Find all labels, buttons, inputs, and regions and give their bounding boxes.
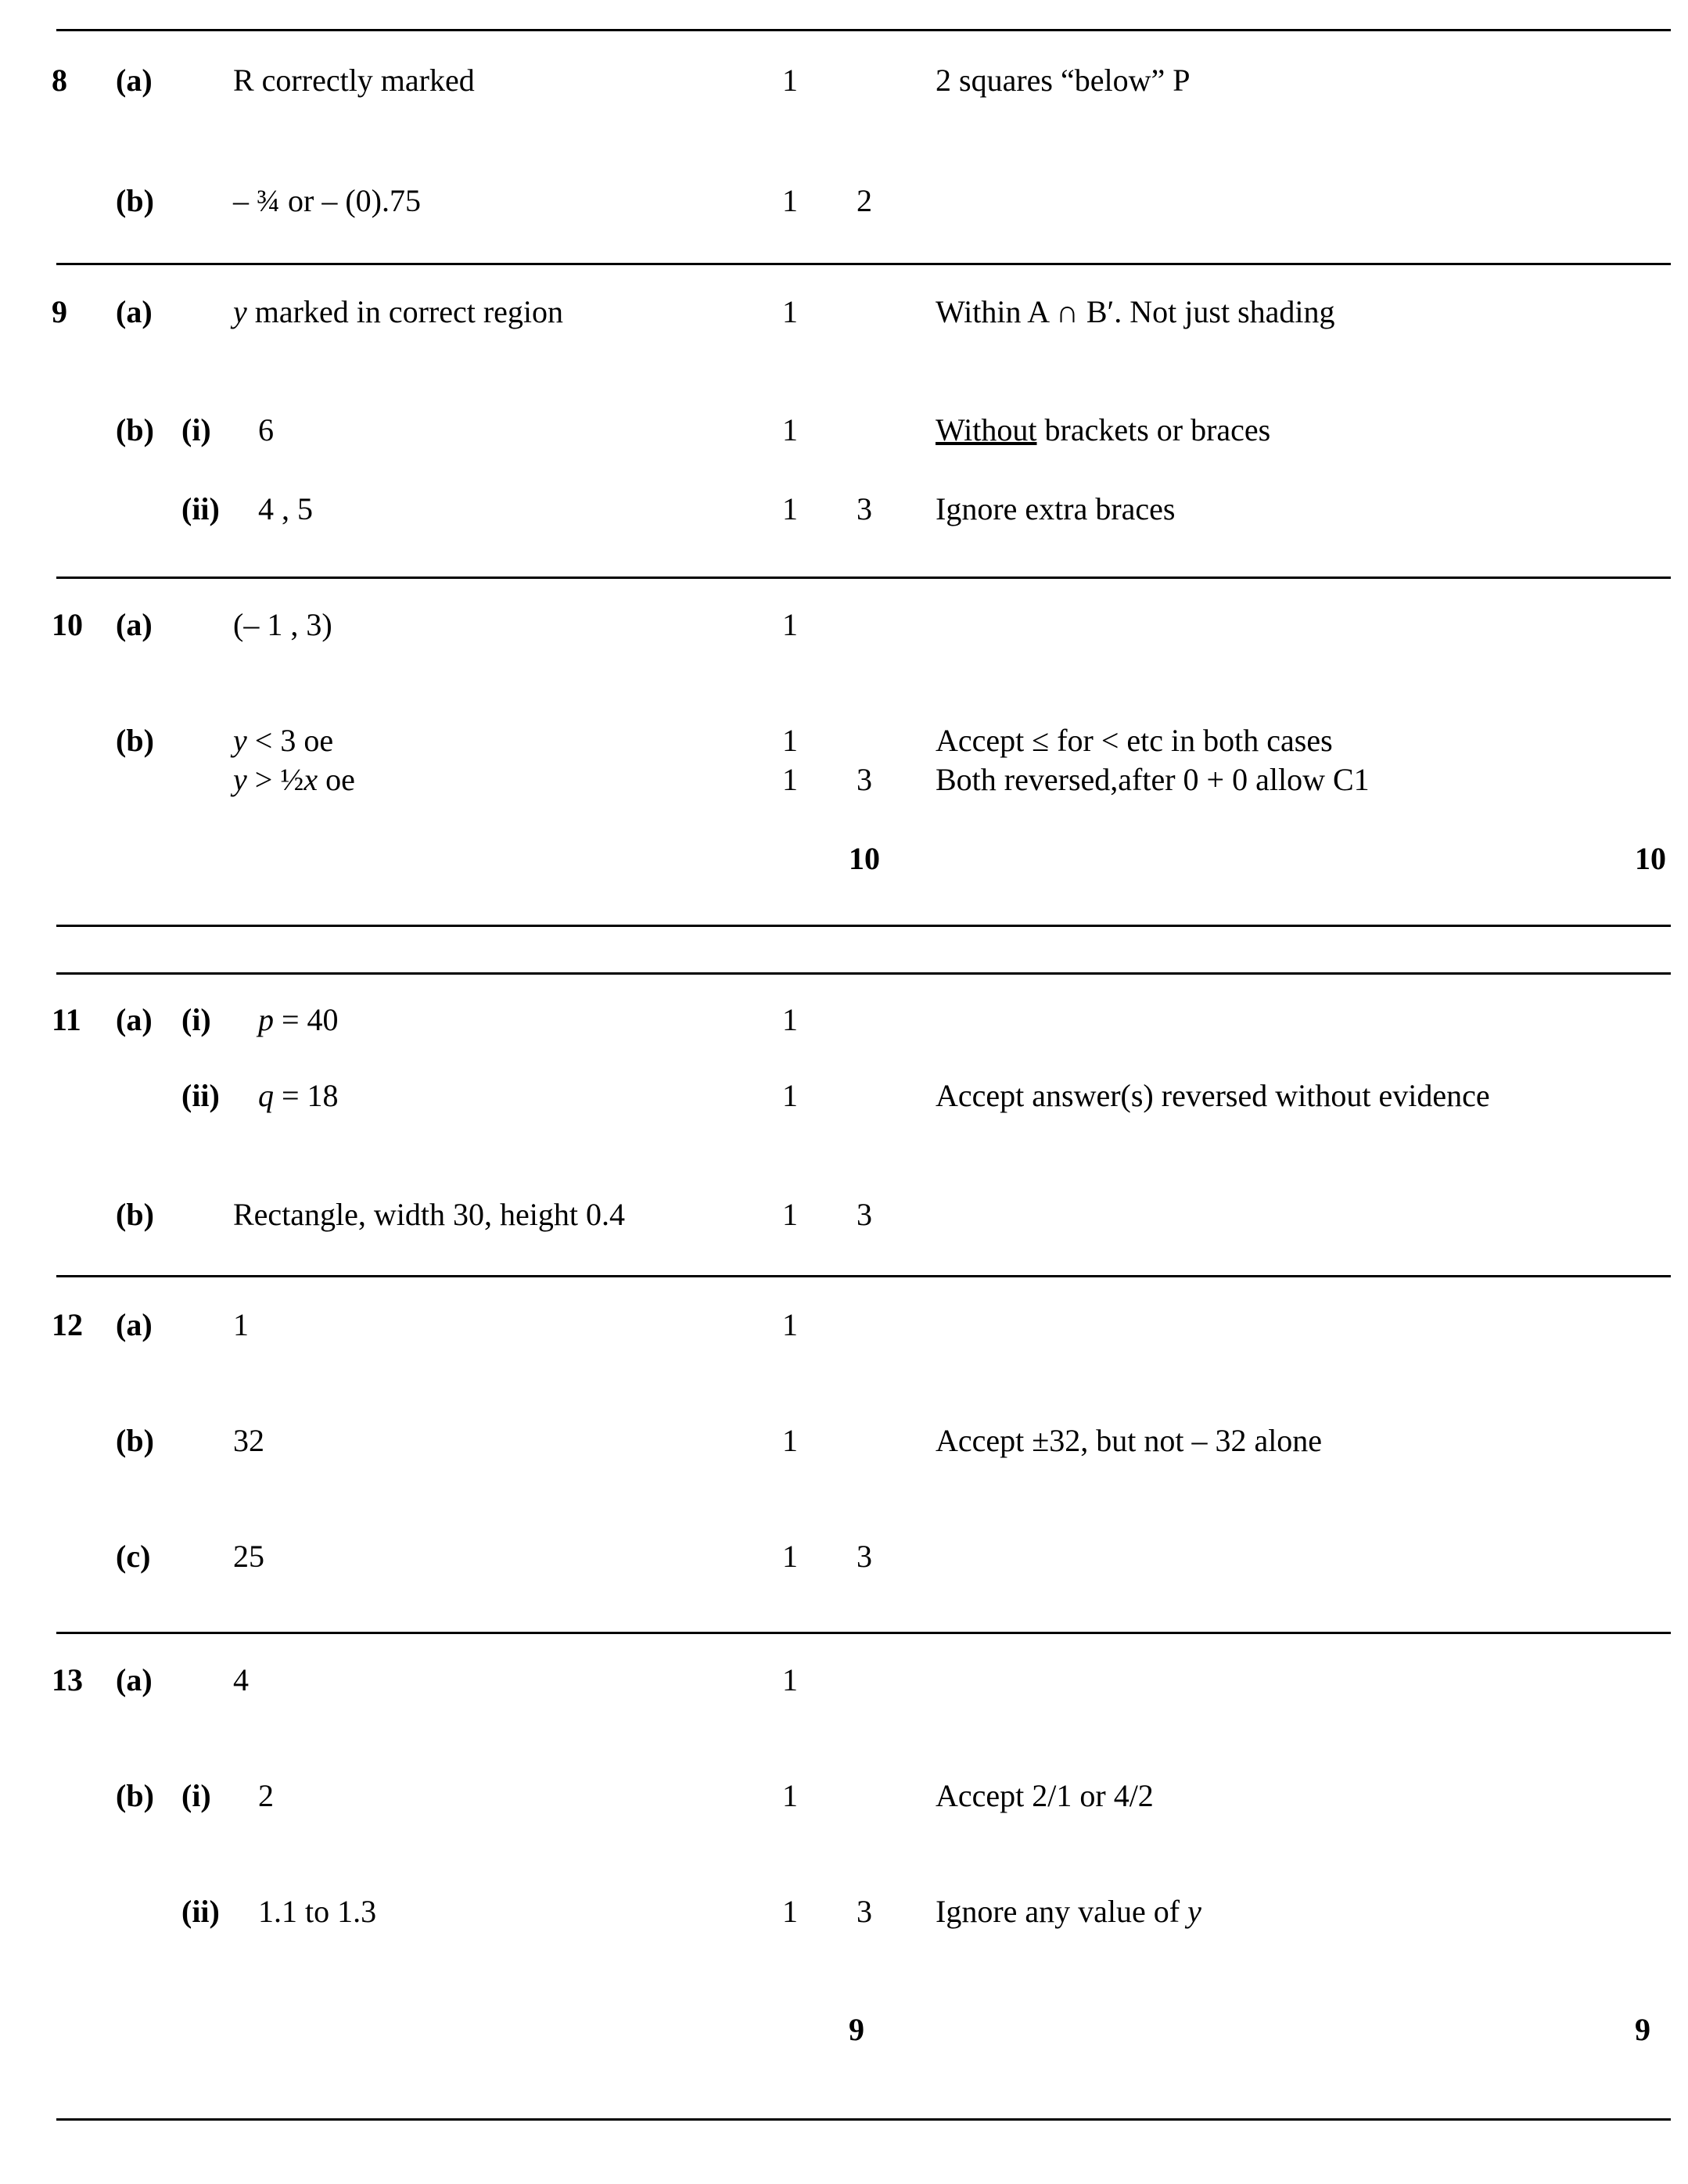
page-total-right: 9 <box>1635 2012 1650 2048</box>
variable-y: y <box>233 723 247 759</box>
variable-x: x <box>303 762 318 798</box>
mark-value: 1 <box>782 1078 798 1114</box>
variable-y: y <box>233 293 247 329</box>
mark-value: 1 <box>782 293 798 329</box>
page-total-left: 10 <box>849 841 880 877</box>
rule-after-totals-upper <box>56 925 1671 927</box>
note-text: Ignore extra braces <box>936 491 1176 527</box>
mark-value: 1 <box>782 1893 798 1929</box>
question-part: (b) <box>116 723 154 759</box>
question-part: (a) <box>116 62 153 98</box>
rule-bottom <box>56 2118 1671 2121</box>
page-total-left: 9 <box>849 2012 864 2048</box>
question-subpart: (ii) <box>181 1078 220 1114</box>
variable-y: y <box>233 762 247 798</box>
note-emphasis: Without <box>936 412 1037 448</box>
question-subpart: (i) <box>181 1777 211 1813</box>
question-number: 12 <box>52 1306 83 1342</box>
variable-q: q <box>258 1078 274 1114</box>
part-total: 2 <box>857 183 872 219</box>
question-number: 10 <box>52 607 83 643</box>
variable-y: y <box>1187 1893 1201 1929</box>
question-subpart: (ii) <box>181 1893 220 1929</box>
answer-text: – ¾ or – (0).75 <box>233 183 421 219</box>
question-subpart: (ii) <box>181 491 220 527</box>
answer-text: 4 <box>233 1661 249 1697</box>
answer-text: y < 3 oe <box>233 723 334 759</box>
answer-text: 6 <box>258 412 274 448</box>
mark-value: 1 <box>782 1001 798 1037</box>
answer-text: 1.1 to 1.3 <box>258 1893 377 1929</box>
note-text: Accept ≤ for < etc in both cases <box>936 723 1333 759</box>
mark-value: 1 <box>782 491 798 527</box>
answer-text: 32 <box>233 1422 264 1458</box>
answer-text: R correctly marked <box>233 62 475 98</box>
part-total: 3 <box>857 491 872 527</box>
rule-after-q9 <box>56 577 1671 579</box>
question-part: (a) <box>116 1306 153 1342</box>
mark-value: 1 <box>782 1196 798 1232</box>
question-part: (b) <box>116 1777 154 1813</box>
question-part: (a) <box>116 1001 153 1037</box>
note-prefix: Ignore any value of <box>936 1893 1188 1929</box>
mark-value-line2: 1 <box>782 762 798 798</box>
note-text: Accept ±32, but not – 32 alone <box>936 1422 1323 1458</box>
mark-value: 1 <box>782 1777 798 1813</box>
part-total-line2: 3 <box>857 762 872 798</box>
answer-text-line2: y > ½x oe <box>233 762 355 798</box>
question-number: 8 <box>52 62 67 98</box>
question-part: (b) <box>116 183 154 219</box>
note-text <box>936 413 1270 447</box>
mark-value: 1 <box>782 1306 798 1342</box>
note-text: Accept 2/1 or 4/2 <box>936 1777 1154 1813</box>
note-remainder: brackets or braces <box>1036 412 1271 448</box>
mark-value: 1 <box>782 183 798 219</box>
note-text: Within A ∩ B′. Not just shading <box>936 293 1335 329</box>
mark-value: 1 <box>782 1538 798 1574</box>
question-part: (c) <box>116 1538 151 1574</box>
variable-p: p <box>258 1001 274 1037</box>
rule-after-q8 <box>56 263 1671 265</box>
answer-text: q = 18 <box>258 1078 339 1114</box>
question-subpart: (i) <box>181 1001 211 1037</box>
mark-value: 1 <box>782 62 798 98</box>
note-text: Accept answer(s) reversed without evidence <box>936 1078 1490 1114</box>
rule-section-break <box>56 972 1671 975</box>
part-total: 3 <box>857 1538 872 1574</box>
question-part: (b) <box>116 1196 154 1232</box>
note-text <box>936 1895 1201 1928</box>
answer-text: 1 <box>233 1306 249 1342</box>
mark-value: 1 <box>782 607 798 643</box>
page-total-right: 10 <box>1635 841 1666 877</box>
note-text-line2: Both reversed,after 0 + 0 allow C1 <box>936 762 1370 798</box>
question-part: (b) <box>116 1422 154 1458</box>
answer-text: 4 , 5 <box>258 491 313 527</box>
part-total: 3 <box>857 1893 872 1929</box>
mark-value: 1 <box>782 412 798 448</box>
rule-after-q11 <box>56 1275 1671 1277</box>
answer-text: p = 40 <box>258 1001 339 1037</box>
question-part: (b) <box>116 412 154 448</box>
question-number: 9 <box>52 293 67 329</box>
question-part: (a) <box>116 607 153 643</box>
answer-text: (– 1 , 3) <box>233 607 332 643</box>
answer-text: 2 <box>258 1777 274 1813</box>
question-number: 13 <box>52 1661 83 1697</box>
rule-after-q12 <box>56 1632 1671 1634</box>
question-subpart: (i) <box>181 412 211 448</box>
answer-text: y marked in correct region <box>233 293 564 329</box>
mark-value: 1 <box>782 1422 798 1458</box>
question-part: (a) <box>116 293 153 329</box>
rule-top <box>56 29 1671 31</box>
answer-text: Rectangle, width 30, height 0.4 <box>233 1196 626 1232</box>
question-number: 11 <box>52 1001 81 1037</box>
mark-value: 1 <box>782 723 798 759</box>
mark-value: 1 <box>782 1661 798 1697</box>
answer-text: 25 <box>233 1538 264 1574</box>
question-part: (a) <box>116 1661 153 1697</box>
note-text: 2 squares “below” P <box>936 62 1191 98</box>
part-total: 3 <box>857 1196 872 1232</box>
